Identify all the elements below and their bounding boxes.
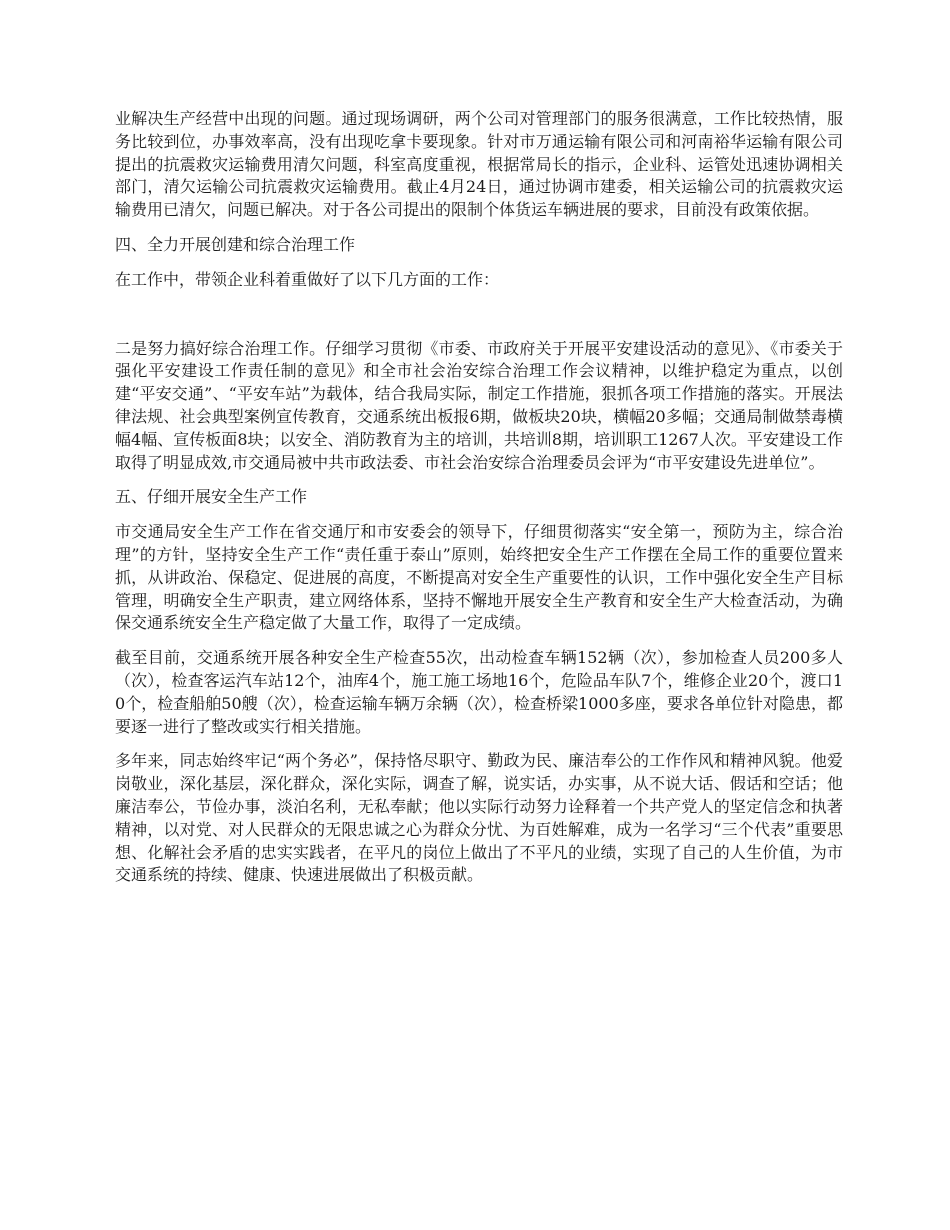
section-heading-5: 五、仔细开展安全生产工作 (115, 487, 308, 507)
section-heading-4: 四、全力开展创建和综合治理工作 (115, 234, 356, 254)
document-page (115, 108, 843, 899)
blank-gap (115, 304, 843, 338)
paragraph-inspection-stats: 截至目前，交通系统开展各种安全生产检查55次，出动检查车辆152辆（次），参加检查人员200多人（次），检查客运汽车站12个，油库4个，施工施工场地16个，危险品车队7个，维修企业20个，渡口10个，检查船舶50艘（次），检查运输车辆万余辆（次），检查桥梁1000多座，要求各单位针对隐患，都要逐一进行了整改或实行相关措施。 (115, 648, 843, 736)
paragraph-intro-work: 在工作中，带领企业科着重做好了以下几方面的工作： (115, 269, 500, 289)
paragraph-comprehensive-governance: 二是努力搞好综合治理工作。仔细学习贯彻《市委、市政府关于开展平安建设活动的意见》、《市委关于强化平安建设工作责任制的意见》和全市社会治安综合治理工作会议精神，以维护稳定为重点，以创建“平安交通”、“平安车站”为载体，结合我局实际，制定工作措施，狠抓各项工作措施的落实。开展法律法规、社会典型案例宣传教育，交通系统出板报6期，做板块20块，横幅20多幅；交通局制做禁毒横幅4幅、宣传板面8块；以安全、消防教育为主的培训，共培训8期，培训职工1267人次。平安建设工作取得了明显成效,市交通局被中共市政法委、市社会治安综合治理委员会评为“市平安建设先进单位”。 (115, 338, 843, 472)
paragraph-conclusion: 多年来，同志始终牢记“两个务必”，保持恪尽职守、勤政为民、廉洁奉公的工作作风和精神风貌。他爱岗敬业，深化基层，深化群众，深化实际，调查了解，说实话，办实事，从不说大话、假话和空话；他廉洁奉公，节俭办事，淡泊名利，无私奉献；他以实际行动努力诠释着一个共产党人的坚定信念和执著精神，以对党、对人民群众的无限忠诚之心为群众分忧、为百姓解难，成为一名学习“三个代表”重要思想、化解社会矛盾的忠实实践者，在平凡的岗位上做出了不平凡的业绩，实现了自己的人生价值，为市交通系统的持续、健康、快速进展做出了积极贡献。 (115, 751, 843, 885)
paragraph-safety-production: 市交通局安全生产工作在省交通厅和市安委会的领导下，仔细贯彻落实“安全第一，预防为主，综合治理”的方针，坚持安全生产工作“责任重于泰山”原则，始终把安全生产工作摆在全局工作的重要位置来抓，从讲政治、保稳定、促进展的高度，不断提高对安全生产重要性的认识，工作中强化安全生产目标管理，明确安全生产职责，建立网络体系，坚持不懈地开展安全生产教育和安全生产大检查活动，为确保交通系统安全生产稳定做了大量工作，取得了一定成绩。 (115, 522, 843, 633)
paragraph-problem-solving: 业解决生产经营中出现的问题。通过现场调研，两个公司对管理部门的服务很满意，工作比较热情，服务比较到位，办事效率高，没有出现吃拿卡要现象。针对市万通运输有限公司和河南裕华运输有限公司提出的抗震救灾运输费用清欠问题，科室高度重视，根据常局长的指示，企业科、运管处迅速协调相关部门，清欠运输公司抗震救灾运输费用。截止4月24日，通过协调市建委，相关运输公司的抗震救灾运输费用已清欠，问题已解决。对于各公司提出的限制个体货运车辆进展的要求，目前没有政策依据。 (115, 109, 843, 220)
